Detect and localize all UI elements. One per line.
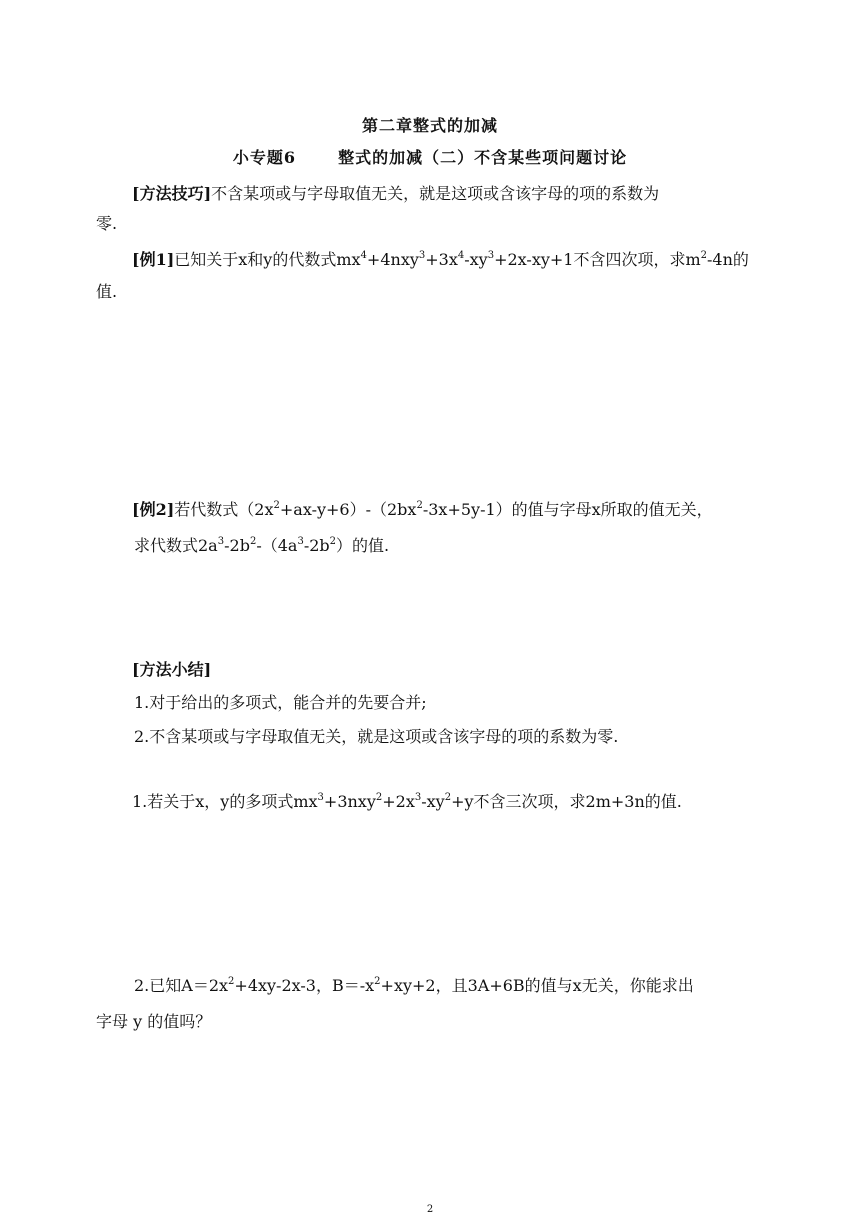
problem1-text: +y不含三次项，求2m+3n的值. [451, 792, 682, 811]
exponent: 2 [329, 535, 337, 547]
problem-1 [132, 792, 682, 812]
example2-text: -2b [224, 536, 250, 555]
exponent: 3 [487, 249, 495, 261]
exponent: 4 [457, 249, 465, 261]
exponent: 3 [297, 535, 304, 547]
exponent: 4 [360, 249, 367, 261]
example1-text: 已知关于x和y的代数式mx [174, 250, 361, 269]
exponent: 3 [414, 791, 422, 803]
problem1-text: +3nxy [323, 792, 376, 811]
example1-line2: 值. [96, 282, 118, 301]
method-summary-heading: [方法小结] [132, 660, 212, 679]
method-tips-text: 不含某项或与字母取值无关，就是这项或含该字母的项的系数为 [211, 184, 660, 203]
topic-text: 整式的加减（二）不含某些项问题讨论 [338, 148, 628, 167]
example2-text: -（4a [256, 536, 298, 555]
problem2-text: +4xy-2x-3，B＝-x [234, 976, 375, 995]
problem-2-line2: 字母 y 的值吗？ [96, 1012, 212, 1031]
example1-text: +3x [425, 250, 458, 269]
problem2-text: +xy+2，且3A+6B的值与x无关，你能求出 [380, 976, 694, 995]
exponent: 2 [228, 975, 235, 987]
exponent: 2 [444, 791, 452, 803]
exponent: 3 [217, 535, 225, 547]
example1-tag: [例1] [132, 250, 175, 269]
summary-item-1: 1.对于给出的多项式，能合并的先要合并; [134, 693, 427, 712]
example1-text: +4nxy [366, 250, 419, 269]
problem1-text: -xy [421, 792, 445, 811]
example2-text: -3x+5y-1）的值与字母x所取的值无关， [422, 500, 713, 519]
topic-subtitle [0, 148, 860, 168]
example1-text: +2x-xy+1不含四次项，求m [494, 250, 701, 269]
chapter-title: 第二章整式的加减 [361, 116, 498, 135]
problem2-text: 2.已知A＝2x [134, 976, 229, 995]
example2-question [132, 500, 713, 520]
exponent: 2 [374, 975, 381, 987]
exponent: 2 [375, 791, 383, 803]
example2-text: ）的值. [336, 536, 390, 555]
method-tips-tag: [方法技巧] [132, 184, 212, 203]
example2-line2 [134, 536, 389, 556]
example1-text: -xy [464, 250, 488, 269]
page-number: 2 [426, 1204, 434, 1215]
exponent: 2 [700, 249, 708, 261]
method-tips-paragraph [132, 184, 659, 204]
summary-item-2: 2.不含某项或与字母取值无关，就是这项或含该字母的项的系数为零. [134, 727, 619, 746]
exponent: 2 [273, 499, 280, 511]
example2-tag: [例2] [132, 500, 175, 519]
example2-text: +ax-y+6）-（2bx [279, 500, 417, 519]
example2-text: 若代数式（2x [174, 500, 274, 519]
example2-text: -2b [303, 536, 330, 555]
exponent: 3 [317, 791, 324, 803]
problem1-text: 1.若关于x，y的多项式mx [132, 792, 318, 811]
exponent: 2 [249, 535, 257, 547]
example2-text: 求代数式2a [134, 536, 218, 555]
problem1-text: +2x [382, 792, 415, 811]
example1-question [132, 250, 749, 270]
problem-2 [134, 976, 694, 996]
method-tips-line2: 零. [96, 214, 118, 233]
example1-text: -4n的 [707, 250, 749, 269]
exponent: 3 [418, 249, 426, 261]
exponent: 2 [416, 499, 423, 511]
topic-label: 小专题6 [232, 148, 297, 167]
